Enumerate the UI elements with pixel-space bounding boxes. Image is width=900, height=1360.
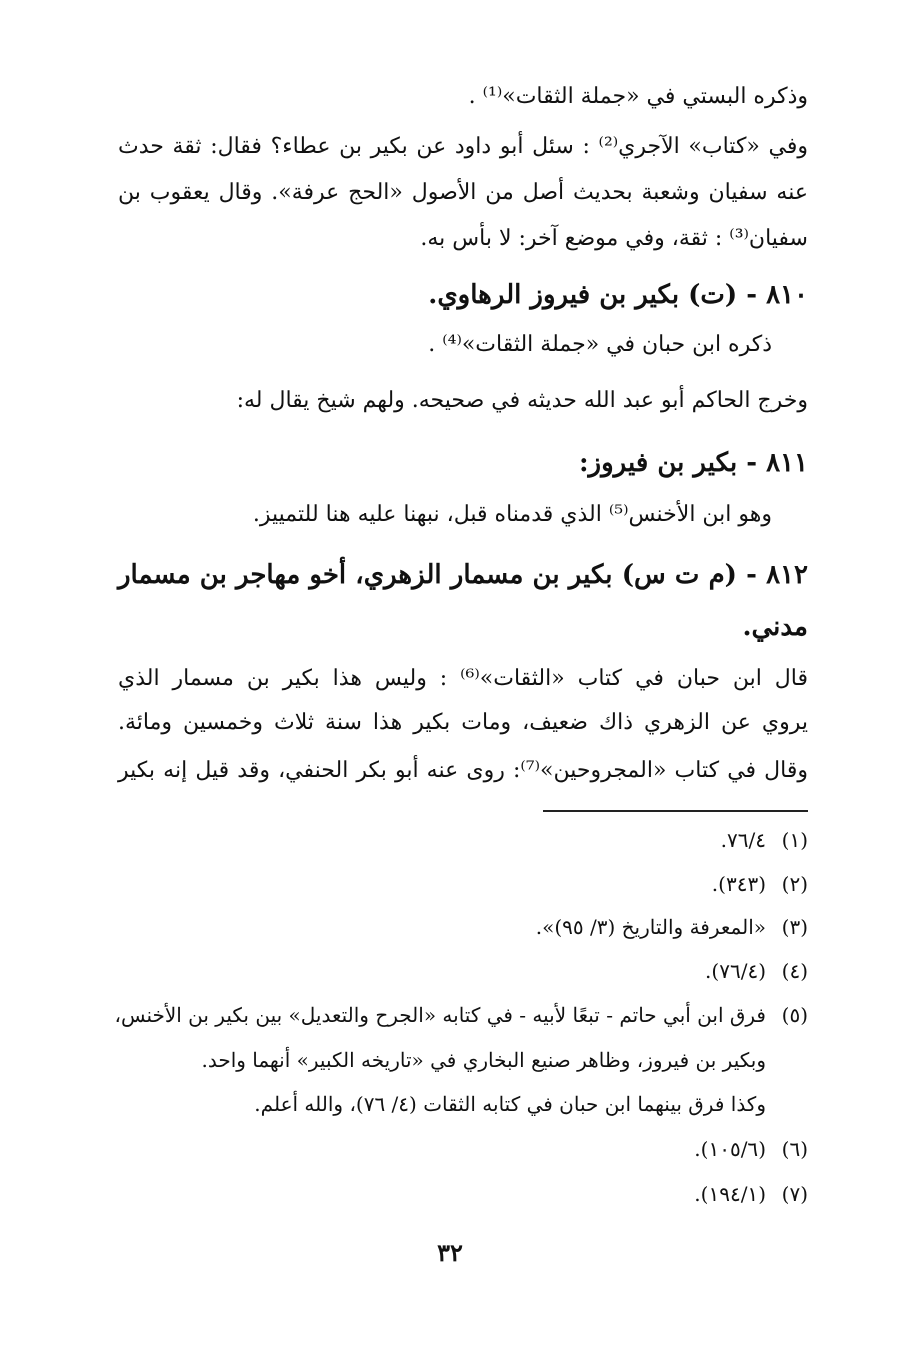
footnote-text: (١٩٤/١).	[694, 1182, 766, 1206]
body-line: وقال في كتاب «المجروحين»⁽⁷⁾: روى عنه أبو بكر الحنفي، وقد قيل إنه بكير	[118, 758, 808, 783]
body-line: وهو ابن الأخنس⁽⁵⁾ الذي قدمناه قبل، نبهنا عليه هنا للتمييز.	[252, 502, 772, 527]
footnote	[78, 913, 808, 941]
footnote	[78, 957, 808, 985]
entry-heading-810: ٨١٠ - (ت) بكير بن فيروز الرهاوي.	[428, 280, 808, 310]
body-line: ذكره ابن حبان في «جملة الثقات»⁽⁴⁾ .	[428, 332, 772, 357]
footnote-text: (١٠٥/٦).	[694, 1137, 766, 1161]
footnote-text: فرق ابن أبي حاتم - تبعًا لأبيه - في كتابه «الجرح والتعديل» بين بكير بن الأخنس،	[114, 1003, 766, 1027]
footnote	[78, 1001, 808, 1029]
footnote-continuation: وكذا فرق بينهما ابن حبان في كتابه الثقات (٤/ ٧٦)، والله أعلم.	[254, 1092, 766, 1116]
body-line: عنه سفيان وشعبة بحديث أصل من الأصول «الحج عرفة». وقال يعقوب بن	[118, 180, 808, 205]
footnote-continuation: وبكير بن فيروز، وظاهر صنيع البخاري في «تاريخه الكبير» أنهما واحد.	[201, 1048, 766, 1072]
footnote-number: (٥)	[781, 1003, 808, 1027]
entry-heading-811: ٨١١ - بكير بن فيروز:	[578, 448, 808, 478]
footnote-number: (٧)	[781, 1182, 808, 1206]
footnote	[78, 870, 808, 898]
footnote-text: (٧٦/٤).	[705, 959, 766, 983]
entry-heading-812-cont: مدني.	[742, 612, 808, 642]
footnote-number: (١)	[781, 828, 808, 852]
footnote	[78, 826, 808, 854]
footnote	[78, 1180, 808, 1208]
body-line: يروي عن الزهري ذاك ضعيف، ومات بكير هذا سنة ثلاث وخمسين ومائة.	[118, 710, 808, 735]
footnote-text: «المعرفة والتاريخ (٣/ ٩٥)».	[535, 915, 766, 939]
body-line: وفي «كتاب» الآجري⁽²⁾ : سئل أبو داود عن بكير بن عطاء؟ فقال: ثقة حدث	[118, 134, 809, 159]
body-line: قال ابن حبان في كتاب «الثقات»⁽⁶⁾ : وليس هذا بكير بن مسمار الذي	[118, 666, 808, 691]
entry-heading-812: ٨١٢ - (م ت س) بكير بن مسمار الزهري، أخو مهاجر بن مسمار	[118, 560, 808, 590]
footnote-text: ٧٦/٤.	[720, 828, 766, 852]
footnote-number: (٢)	[781, 872, 808, 896]
footnote-separator	[543, 810, 808, 812]
footnote	[78, 1135, 808, 1163]
body-line: سفيان⁽³⁾ : ثقة، وفي موضع آخر: لا بأس به.	[420, 226, 808, 251]
footnote-number: (٣)	[781, 915, 808, 939]
footnote-number: (٤)	[781, 959, 808, 983]
body-line: وخرج الحاكم أبو عبد الله حديثه في صحيحه. ولهم شيخ يقال له:	[236, 388, 808, 413]
page-number: ٣٢	[437, 1238, 463, 1267]
footnote-text: (٣٤٣).	[711, 872, 766, 896]
body-line: وذكره البستي في «جملة الثقات»⁽¹⁾ .	[468, 84, 808, 109]
footnote-number: (٦)	[781, 1137, 808, 1161]
